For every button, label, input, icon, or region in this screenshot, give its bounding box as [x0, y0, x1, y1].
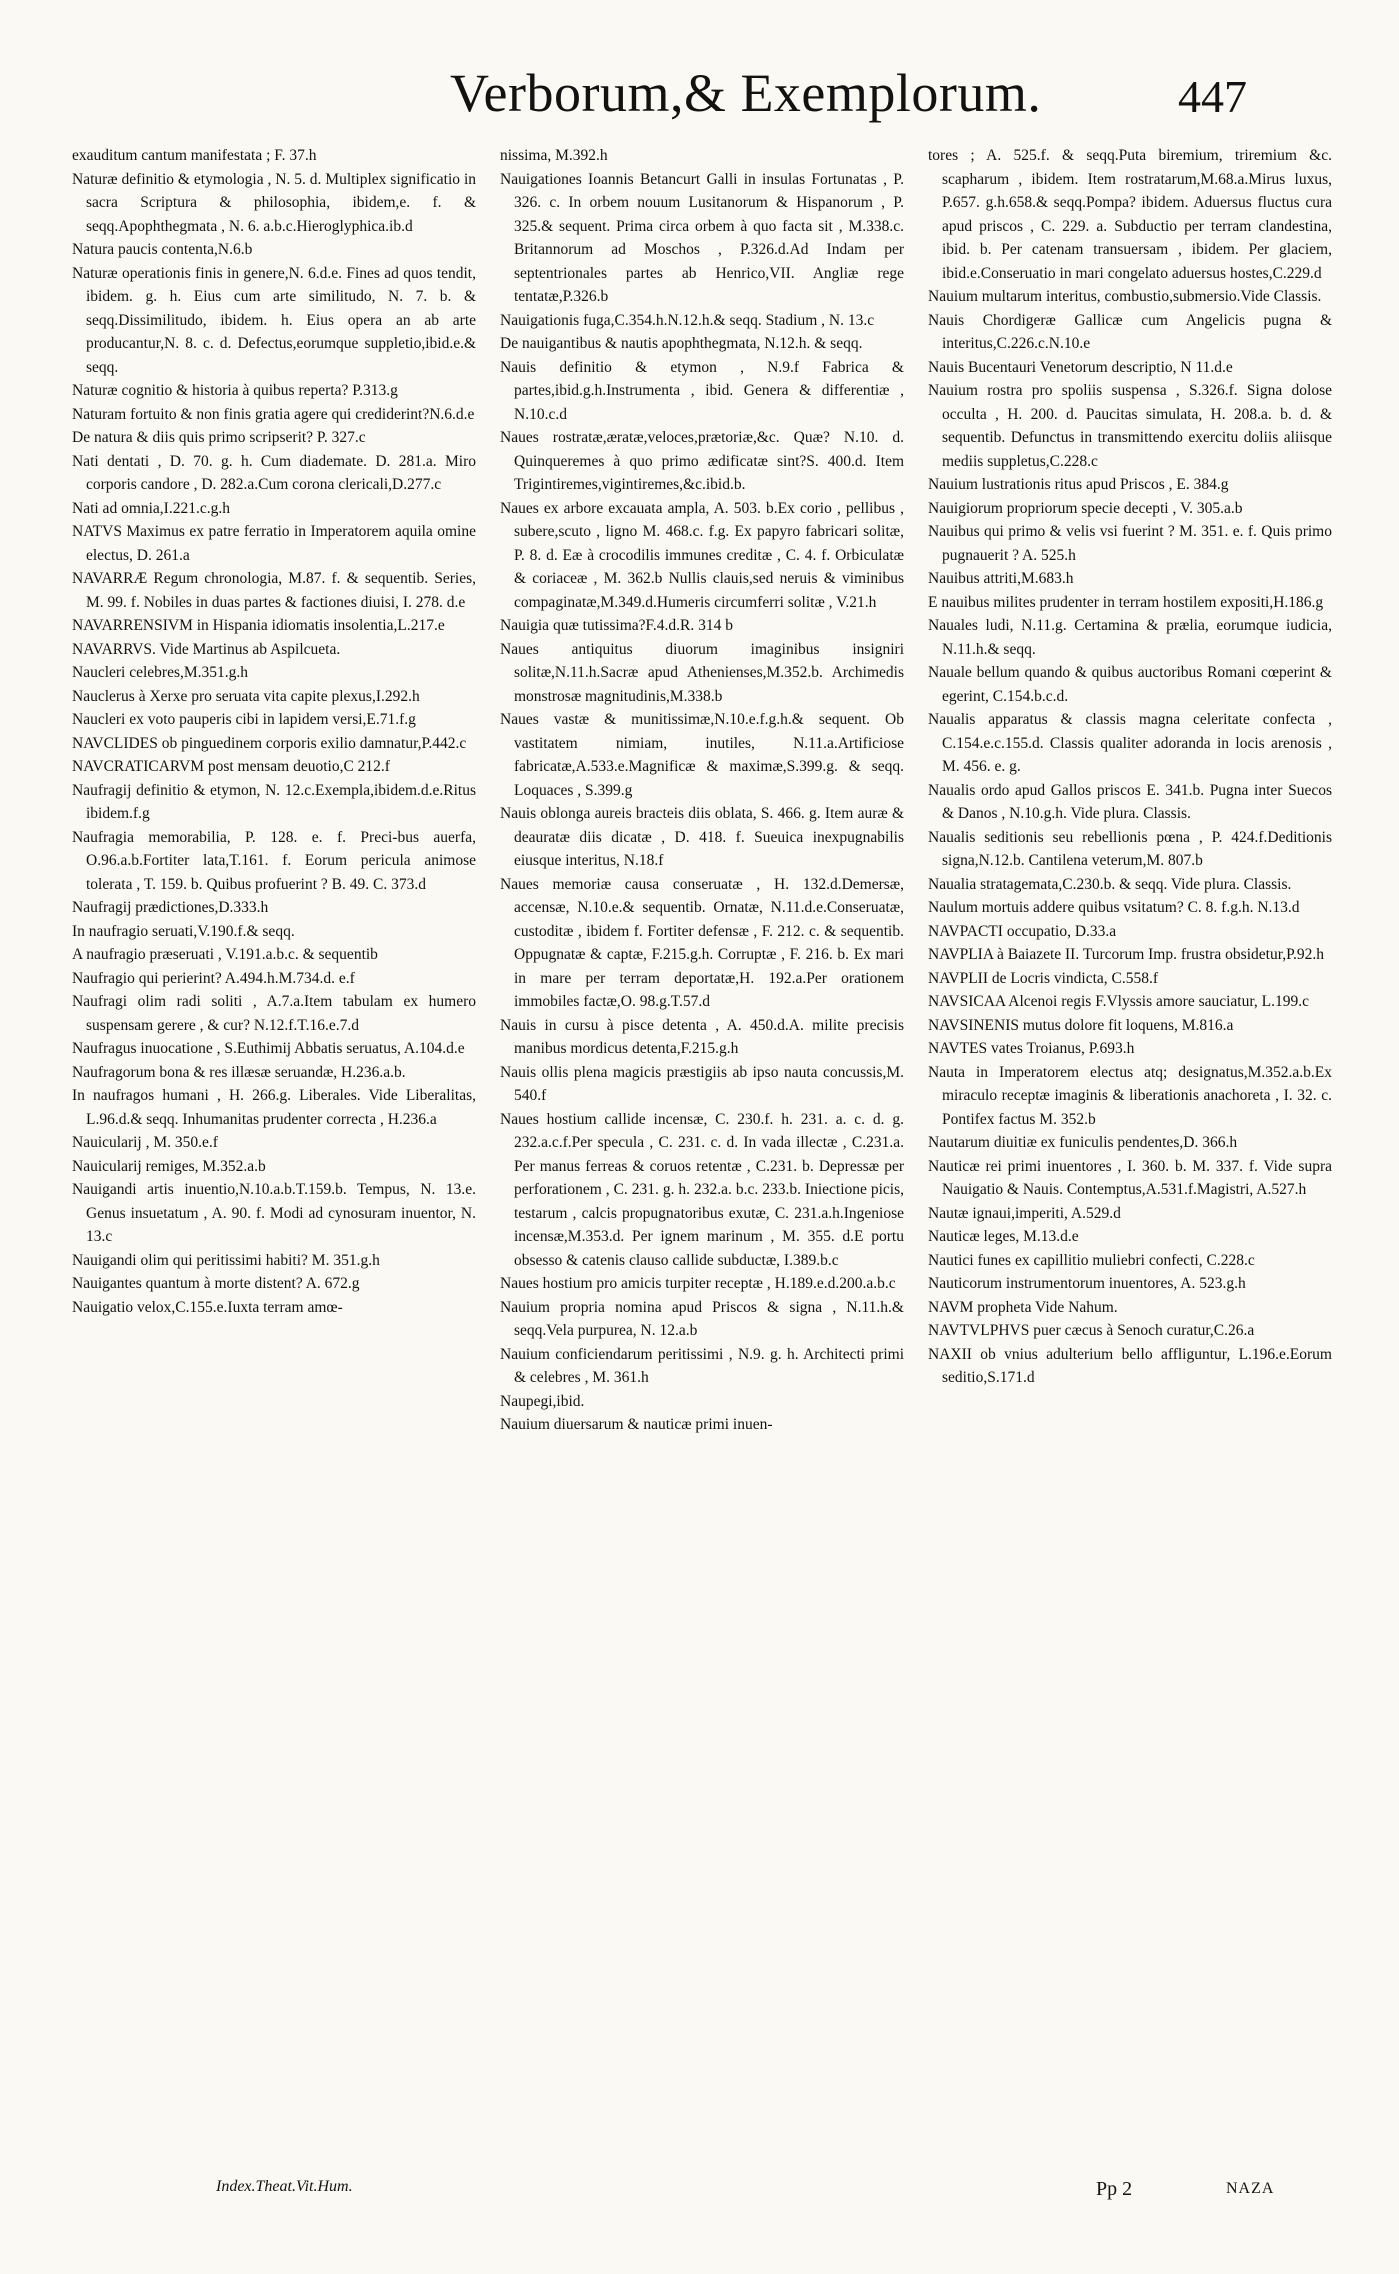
index-entry: Nauium conficiendarum peritissimi , N.9. g. h. Architecti primi & celebres , M. 361.h [500, 1345, 904, 1386]
index-entry: Nauis definitio & etymon , N.9.f Fabrica & partes,ibid.g.h.Instrumenta , ibid. Genera & differentiæ , N.10.c.d [500, 358, 904, 423]
index-entry: Naualis apparatus & classis magna celeritate confecta , C.154.e.c.155.d. Classis qualiter adoranda in locis arenosis , M. 456. e. g. [928, 711, 1332, 775]
index-entry: Naues hostium callide incensæ, C. 230.f. h. 231. a. c. d. g. 232.a.c.f.Per specula , C. 231. c. d. In vada illectæ , C.231.a. Per manus ferreas & coruos retentæ , C.231. b. Depressæ per perforationem , C. 231. g. h. 232.a. b.c. 233.b. Iniectione picis, testarum , calcis propugnatoribus exutæ, C. 231.a.h.Ingeniose incensæ,M.353.d. Per ignem marinum , M. 355. d.E portu obsesso & catenis clauso callide subductæ, I.389.b.c [500, 1110, 904, 1269]
index-entry: Naues antiquitus diuorum imaginibus insigniri solitæ,N.11.h.Sacræ apud Athenienses,M.352.b. Archimedis monstrosæ magnitudinis,M.338.b [500, 640, 904, 705]
index-entry: Nauta in Imperatorem electus atq; designatus,M.352.a.b.Ex miraculo receptæ imaginis & liberationis anachoreta , I. 32. c. Pontifex factus M. 352.b [928, 1063, 1332, 1128]
index-entry: NAVPACTI occupatio, D.33.a [928, 922, 1117, 940]
index-entry: Naues memoriæ causa conseruatæ , H. 132.d.Demersæ, accensæ, N.10.e.& sequentib. Ornatæ, N.11.d.e.Conseruatæ, custoditæ , ibidem f. Fortiter defensæ , F. 212. c. & sequentib. Oppugnatæ & captæ, F.215.g.h. Corruptæ , F. 216. b. Ex mari in mare per terram deportatæ,H. 192.a.Per orationem immobiles factæ,O. 98.g.T.57.d [500, 875, 904, 1010]
index-entry: Naupegi,ibid. [500, 1392, 585, 1410]
index-entry: Naucleri ex voto pauperis cibi in lapidem versi,E.71.f.g [72, 711, 416, 728]
index-entry: Naualis ordo apud Gallos priscos E. 341.b. Pugna inter Suecos & Danos , N.10.g.h. Vide plura. Classis. [928, 781, 1332, 822]
index-entry: Nauale bellum quando & quibus auctoribus Romani cœperint & egerint, C.154.b.c.d. [928, 664, 1332, 705]
index-entry: NAVARRENSIVM in Hispania idiomatis insolentia,L.217.e [72, 617, 445, 634]
running-title: Verborum,& Exemplorum. [450, 63, 1042, 123]
index-entry: Naturæ definitio & etymologia , N. 5. d. Multiplex significatio in sacra Scriptura & philosophia, ibidem,e. f. & seqq.Apophthegmata , N. 6. a.b.c.Hieroglyphica.ib.d [72, 170, 476, 235]
page-header [0, 62, 1399, 152]
index-entry: Nauibus attriti,M.683.h [928, 570, 1074, 587]
index-entry: Naucleri celebres,M.351.g.h [72, 664, 249, 681]
index-entry: Nauicularij , M. 350.e.f [72, 1134, 218, 1151]
index-entry: De nauigantibus & nautis apophthegmata, N.12.h. & seqq. [500, 335, 863, 352]
index-entry: NAVSINENIS mutus dolore fit loquens, M.816.a [928, 1016, 1234, 1034]
index-entry: In naufragos humani , H. 266.g. Liberales. Vide Liberalitas, L.96.d.& seqq. Inhumanitas prudenter correcta , H.236.a [72, 1087, 476, 1128]
index-entry: Nauigiorum propriorum specie decepti , V. 305.a.b [928, 499, 1243, 517]
index-entry: NAVPLII de Locris vindicta, C.558.f [928, 969, 1159, 987]
index-entry: Nauigationes Ioannis Betancurt Galli in insulas Fortunatas , P. 326. c. In orbem nouum Lusitanorum & Hispanorum , P. 325.& sequent. Prima circa orbem à quo facta sit , M.338.c. Britannorum ad Moschos , P.326.d.Ad Indam per septentrionales partes ab Henrico,VII. Angliæ rege tentatæ,P.326.b [500, 170, 904, 305]
index-entry: Naufragus inuocatione , S.Euthimij Abbatis seruatus, A.104.d.e [72, 1040, 465, 1057]
index-entry: Nauium diuersarum & nauticæ primi inuen- [500, 1416, 773, 1433]
index-entry: Nauium rostra pro spoliis suspensa , S.326.f. Signa dolose occulta , H. 200. d. Paucitas simulata, H. 208.a. b. d. & sequentib. Defunctus in transmittendo exercitu doliis aliisque mediis suppletus,C.228.c [928, 382, 1332, 470]
index-entry: Naufragorum bona & res illæsæ seruandæ, H.236.a.b. [72, 1063, 406, 1081]
index-entry: Naturæ operationis finis in genere,N. 6.d.e. Fines ad quos tendit, ibidem. g. h. Eius cum arte similitudo, N. 7. b. & seqq.Dissimilitudo, ibidem. h. Eius opera an ab arte producantur,N. 8. c. d. Defectus,eorumque suppletio,ibid.e.& seqq. [72, 264, 476, 376]
index-entry: Nauis ollis plena magicis præstigiis ab ipso nauta concussis,M. 540.f [500, 1063, 904, 1104]
index-entry: Naualis seditionis seu rebellionis pœna , P. 424.f.Deditionis signa,N.12.b. Cantilena veterum,M. 807.b [928, 828, 1332, 869]
index-column-middle [500, 144, 904, 2184]
index-entry: Naufragi olim radi soliti , A.7.a.Item tabulam ex humero suspensam gerere , & cur? N.12.f.T.16.e.7.d [72, 993, 476, 1034]
index-entry: Nati dentati , D. 70. g. h. Cum diademate. D. 281.a. Miro corporis candore , D. 282.a.Cum corona clericali,D.277.c [72, 452, 476, 493]
index-entry: NAVCLIDES ob pinguedinem corporis exilio damnatur,P.442.c [72, 734, 467, 752]
index-entry: Nauigandi artis inuentio,N.10.a.b.T.159.b. Tempus, N. 13.e. Genus insuetatum , A. 90. f. Modi ad cynosuram inuentor, N. 13.c [72, 1181, 476, 1245]
index-entry: Nauales ludi, N.11.g. Certamina & prælia, eorumque iudicia, N.11.h.& seqq. [928, 617, 1332, 658]
index-entry: NAVARRÆ Regum chronologia, M.87. f. & sequentib. Series, M. 99. f. Nobiles in duas partes & factiones diuisi, I. 278. d.e [72, 570, 476, 611]
index-entry: Nauigationis fuga,C.354.h.N.12.h.& seqq. Stadium , N. 13.c [500, 311, 875, 329]
index-entry: Natura paucis contenta,N.6.b [72, 241, 253, 258]
index-entry: NAVTES vates Troianus, P.693.h [928, 1040, 1135, 1057]
index-entry: Nautici funes ex capillitio muliebri confecti, C.228.c [928, 1251, 1255, 1269]
index-column-left [72, 144, 476, 2184]
index-column-right [928, 144, 1332, 2184]
index-entry: Nati ad omnia,I.221.c.g.h [72, 499, 230, 517]
index-entry: Naues vastæ & munitissimæ,N.10.e.f.g.h.& sequent. Ob vastitatem nimiam, inutiles, N.11.a.Artificiose fabricatæ,A.533.e.Magnificæ & maximæ,S.399.g. & seqq. Loquaces , S.399.g [500, 711, 904, 799]
index-entry: NAVCRATICARVM post mensam deuotio,C 212.f [72, 758, 390, 775]
index-entry: NAVSICAA Alcenoi regis F.Vlyssis amore sauciatur, L.199.c [928, 993, 1310, 1010]
index-entry: E nauibus milites prudenter in terram hostilem expositi,H.186.g [928, 593, 1324, 611]
index-entry: Naulum mortuis addere quibus vsitatum? C. 8. f.g.h. N.13.d [928, 899, 1300, 916]
index-entry: NAVM propheta Vide Nahum. [928, 1298, 1118, 1316]
index-entry: NAVPLIA à Baiazete II. Turcorum Imp. frustra obsidetur,P.92.h [928, 946, 1325, 963]
index-entry: Naufragij definitio & etymon, N. 12.c.Exempla,ibidem.d.e.Ritus ibidem.f.g [72, 781, 476, 822]
index-entry: NAVTVLPHVS puer cæcus à Senoch curatur,C.26.a [928, 1322, 1255, 1339]
index-entry: Nauibus qui primo & velis vsi fuerint ? M. 351. e. f. Quis primo pugnauerit ? A. 525.h [928, 523, 1332, 564]
index-entry: Nauis in cursu à pisce detenta , A. 450.d.A. milite precisis manibus mordicus detenta,F.215.g.h [500, 1016, 904, 1057]
gathering-mark: Pp 2 [1096, 2178, 1133, 2200]
index-entry: Naufragia memorabilia, P. 128. e. f. Preci-bus auerfa, O.96.a.b.Fortiter lata,T.161. f. Eorum pericula animose tolerata , T. 159. b. Quibus profuerint ? B. 49. C. 373.d [72, 828, 476, 893]
index-entry: tores ; A. 525.f. & seqq.Puta biremium, triremium &c. scapharum , ibidem. Item rostratarum,M.68.a.Mirus luxus, P.657. g.h.658.& seqq.Pompa? ibidem. Aduersus fluctus cura apud priscos , C. 229. a. Subductio per terram clandestina, ibid. b. Per catenam transuersam , ibidem. Per glaciem, ibid.e.Conseruatio in mari congelato aduersus hostes,C.229.d [928, 147, 1332, 282]
index-entry: Nauis oblonga aureis bracteis diis oblata, S. 466. g. Item auræ & deauratæ diis dicatæ , D. 418. f. Sueuica inexpugnabilis eiusque interitus, N.18.f [500, 805, 904, 869]
index-entry: A naufragio præseruati , V.191.a.b.c. & sequentib [72, 946, 378, 963]
index-entry: Nauigantes quantum à morte distent? A. 672.g [72, 1275, 360, 1292]
index-entry: exauditum cantum manifestata ; F. 37.h [72, 147, 317, 164]
index-entry: Naues rostratæ,æratæ,veloces,prætoriæ,&c. Quæ? N.10. d. Quinqueremes à quo primo ædificatæ sint?S. 400.d. Item Trigintiremes,vigintiremes,&c.ibid.b. [500, 429, 904, 493]
signature-line: Index.Theat.Vit.Hum. [216, 2178, 353, 2195]
index-entry: De natura & diis quis primo scripserit? P. 327.c [72, 429, 366, 446]
index-entry: Naues hostium pro amicis turpiter receptæ , H.189.e.d.200.a.b.c [500, 1275, 896, 1292]
index-entry: NATVS Maximus ex patre ferratio in Imperatorem aquila omine electus, D. 261.a [72, 523, 476, 564]
index-columns [72, 144, 1332, 2184]
index-entry: In naufragio seruati,V.190.f.& seqq. [72, 922, 295, 940]
index-entry: Naturæ cognitio & historia à quibus reperta? P.313.g [72, 382, 398, 399]
index-entry: Naualia stratagemata,C.230.b. & seqq. Vide plura. Classis. [928, 875, 1292, 893]
index-entry: NAVARRVS. Vide Martinus ab Aspilcueta. [72, 640, 341, 658]
index-entry: Nauicularij remiges, M.352.a.b [72, 1157, 266, 1175]
index-entry: Nautarum diuitiæ ex funiculis pendentes,D. 366.h [928, 1134, 1238, 1151]
page-number: 447 [1178, 71, 1247, 122]
index-entry: Nauis Bucentauri Venetorum descriptio, N 11.d.e [928, 358, 1233, 376]
index-entry: NAXII ob vnius adulterium bello affliguntur, L.196.e.Eorum seditio,S.171.d [928, 1345, 1332, 1386]
index-entry: Nauticæ leges, M.13.d.e [928, 1228, 1079, 1245]
index-entry: Naufragij prædictiones,D.333.h [72, 899, 269, 916]
index-entry: Nautæ ignaui,imperiti, A.529.d [928, 1204, 1121, 1222]
index-entry: nissima, M.392.h [500, 147, 608, 164]
index-entry: Nauigandi olim qui peritissimi habiti? M. 351.g.h [72, 1251, 380, 1269]
index-entry: Naturam fortuito & non finis gratia agere qui crediderint?N.6.d.e [72, 405, 475, 423]
index-entry: Nauis Chordigeræ Gallicæ cum Angelicis pugna & interitus,C.226.c.N.10.e [928, 311, 1332, 352]
index-entry: Nauticæ rei primi inuentores , I. 360. b. M. 337. f. Vide supra Nauigatio & Nauis. Contemptus,A.531.f.Magistri, A.527.h [928, 1157, 1332, 1198]
page-footer [0, 2178, 1399, 2228]
index-entry: Nauigia quæ tutissima?F.4.d.R. 314 b [500, 617, 733, 634]
index-entry: Nauclerus à Xerxe pro seruata vita capite plexus,I.292.h [72, 687, 420, 705]
index-entry: Nauium lustrationis ritus apud Priscos , E. 384.g [928, 476, 1229, 493]
index-entry: Naues ex arbore excauata ampla, A. 503. b.Ex corio , pellibus , subere,scuto , ligno M. 468.c. f.g. Ex papyro fabricari solitæ, P. 8. d. Eæ à crocodilis immunes creditæ , C. 4. f. Orbiculatæ & coriaceæ , M. 362.b Nullis clauis,sed neruis & viminibus compaginatæ,M.349.d.Humeris circumferri solitæ , V.21.h [500, 499, 904, 611]
index-entry: Nauium propria nomina apud Priscos & signa , N.11.h.& seqq.Vela purpurea, N. 12.a.b [500, 1298, 904, 1339]
index-entry: Nauium multarum interitus, combustio,submersio.Vide Classis. [928, 288, 1322, 305]
index-entry: Naufragio qui perierint? A.494.h.M.734.d. e.f [72, 969, 355, 987]
index-entry: Nauticorum instrumentorum inuentores, A. 523.g.h [928, 1275, 1246, 1292]
index-entry: Nauigatio velox,C.155.e.Iuxta terram amœ- [72, 1298, 343, 1316]
catchword: NAZA [1226, 2180, 1275, 2197]
